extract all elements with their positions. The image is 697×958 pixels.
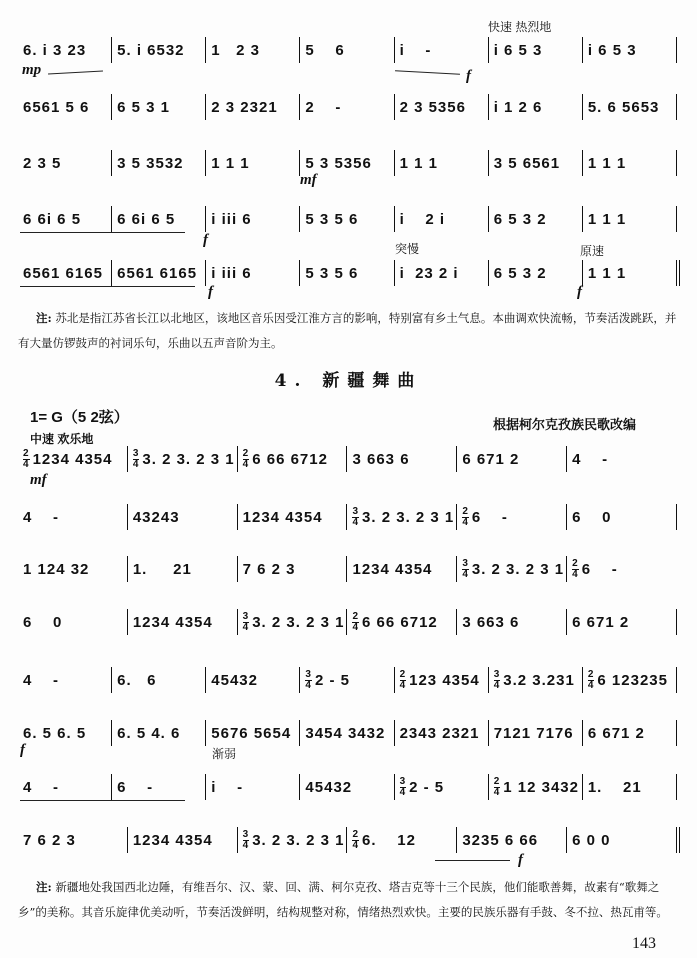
measure [237,609,347,635]
measure [237,504,347,530]
notes: i 6 5 3 [493,41,543,59]
measure [299,260,393,286]
notes: 6 5 3 2 [493,210,547,228]
measure [582,260,676,286]
measure [18,720,111,746]
measure [237,556,347,582]
measure [18,37,111,63]
notes: 1234 4354 [132,831,213,849]
note-label: 注: [36,311,52,325]
notes: 1 1 1 [587,210,627,228]
notes: 7 6 2 3 [23,831,76,849]
measure [394,206,488,232]
notes: 5. 6 5653 [587,98,660,116]
notes: 1234 4354 [32,450,113,468]
tempo-marking: 快速 热烈地 [488,20,552,34]
measure [111,206,205,232]
time-signature-digit: 4 [23,458,30,470]
measure [394,774,488,800]
measure [488,667,582,693]
notes: 45432 [211,671,258,689]
notes: 6 0 [23,613,63,631]
time-signature-digit: 4 [352,621,360,633]
measure [111,774,205,800]
staff-row [18,556,676,582]
measure [582,667,676,693]
notes: 6. 5 6. 5 [23,724,87,742]
measure [566,609,676,635]
measure [582,94,676,120]
notes: 7 6 2 3 [242,560,296,578]
time-signature-digit: 4 [462,516,469,528]
measure [18,94,111,120]
time-signature [243,612,250,633]
notes: 2 - [305,98,342,116]
tempo-marking: 中速 欢乐地 [30,432,94,446]
notes: 1 12 3432 [503,778,579,796]
time-signature [494,670,501,691]
measure [582,206,676,232]
time-signature-digit: 4 [493,786,501,798]
measure [299,720,393,746]
time-signature [400,777,407,798]
crescendo-hairpin [435,860,510,861]
measure [394,150,488,176]
notes: 1 2 3 [211,41,260,59]
measure [394,94,488,120]
dynamic-mark: mf [300,172,317,188]
time-signature [462,507,469,528]
notes: 1 1 1 [399,154,438,172]
notes: 6 0 [572,508,612,526]
measure [566,556,676,582]
measure [18,504,127,530]
time-signature [352,507,359,528]
time-signature [23,449,30,470]
measure [111,94,205,120]
decrescendo-hairpin [395,70,460,74]
time-signature [243,830,250,851]
piece-title: 4. 新疆舞曲 [274,371,423,391]
notes: 5 3 5 6 [305,210,359,228]
notes: 6. 5 4. 6 [117,724,181,742]
staff-row [18,260,680,286]
time-signature-digit: 4 [352,516,360,528]
measure [18,260,111,286]
measure [205,94,299,120]
time-signature-digit: 2 [587,668,595,680]
measure [299,667,393,693]
time-signature [462,559,469,580]
time-signature-digit: 4 [587,679,595,691]
measure [127,504,237,530]
notes: 123 4354 [409,671,480,689]
note-text: 新疆地处我国西北边陲，有维吾尔、汉、蒙、回、满、柯尔克孜、塔吉克等十三个民族，他们能歌善舞，故素有“歌舞之乡”的美称。其音乐旋律优美动听，节奏活泼鲜明，结构规整对称，情绪热烈欢快。主要的民族乐器有手鼓、冬不拉、热瓦甫等。 [18,880,668,919]
time-signature-digit: 4 [305,679,312,691]
time-signature [572,559,579,580]
measure [18,150,111,176]
measure [111,260,205,286]
notes: 3235 6 66 [462,831,539,849]
crescendo-hairpin [20,286,195,287]
notes: 6 66 6712 [362,613,438,631]
measure [111,150,205,176]
staff-row [18,37,677,63]
measure [127,827,237,853]
dynamic-mark: f [466,68,471,84]
measure [582,150,676,176]
notes: 6 0 0 [572,831,611,849]
measure [488,206,582,232]
notes: 3. 2 3. 2 3 1 [362,508,455,526]
notes: 3. 2 3. 2 3 1 [142,450,235,468]
notes: 3454 3432 [305,724,386,742]
notes: 6 671 2 [462,450,520,468]
notes: 45432 [305,778,353,796]
measure [111,720,205,746]
dynamic-mark: f [203,232,208,248]
notes: 5 6 [305,41,345,59]
notes: 6. 12 [362,831,416,849]
measure [566,504,676,530]
measure [488,94,582,120]
time-signature-digit: 3 [242,610,250,622]
notes: 5 3 5356 [305,154,372,172]
measure [394,37,488,63]
staff-row [18,150,677,176]
staff-row [18,609,677,635]
notes: 6 6i 6 5 [23,210,82,228]
time-signature [133,449,140,470]
measure [111,37,205,63]
measure [488,260,582,286]
time-signature-digit: 2 [493,775,501,787]
notes: 2 3 5356 [399,98,466,116]
notes: 6561 6165 [117,264,198,282]
measure [394,720,488,746]
time-signature-digit: 2 [462,505,469,517]
measure [205,37,299,63]
notes: 1234 4354 [132,613,213,631]
measure [237,827,347,853]
measure [456,446,566,472]
notes: 1 1 1 [211,154,250,172]
notes: 6561 5 6 [23,98,90,116]
notes: 6 123235 [597,671,668,689]
measure [205,720,299,746]
time-signature [352,830,359,851]
measure [111,667,205,693]
staff-row [18,94,677,120]
measure [18,827,127,853]
measure [346,446,456,472]
measure [205,774,299,800]
note-label: 注: [36,880,52,894]
notes: 3 5 3532 [117,154,184,172]
notes: 5676 5654 [211,724,292,742]
tempo-marking: 突慢 [395,242,420,256]
notes: 6. i 3 23 [23,41,87,59]
notes: 6 - [581,560,618,578]
measure [237,446,347,472]
time-signature-digit: 2 [242,447,250,459]
measure [488,774,582,800]
measure [18,667,111,693]
time-signature-digit: 4 [352,839,360,851]
tempo-marking: 原速 [580,244,605,258]
time-signature-digit: 4 [242,458,250,470]
measure [582,774,676,800]
notes: 6 - [117,778,154,796]
dynamic-mark: f [208,284,213,300]
time-signature [352,612,359,633]
notes: i - [399,41,432,59]
notes: 6 671 2 [572,613,630,631]
dynamic-mark: mf [30,472,47,488]
notes: 1 124 32 [23,560,90,578]
notes: i iii 6 [211,210,252,228]
time-signature [588,670,595,691]
time-signature-digit: 4 [132,458,140,470]
time-signature-digit: 3 [242,828,250,840]
time-signature [494,777,501,798]
measure [127,556,237,582]
notes: 4 - [23,778,60,796]
time-signature-digit: 4 [242,839,250,851]
decrescendo-hairpin [20,800,185,801]
time-signature-digit: 3 [352,505,360,517]
measure [346,827,456,853]
notes: 5 3 5 6 [305,264,359,282]
staff-row [18,504,677,530]
measure [456,827,566,853]
measure [566,827,676,853]
measure [456,609,566,635]
notes: 1. 21 [132,560,192,578]
measure [299,206,393,232]
dynamic-mark: mp [22,62,42,78]
measure [205,667,299,693]
dynamic-mark: f [20,742,25,758]
notes: 3 663 6 [352,450,410,468]
measure [346,556,456,582]
staff-row [18,206,677,232]
notes: 3. 2 3. 2 3 1 [471,560,565,578]
notes: 2343 2321 [399,724,480,742]
dynamic-mark: f [518,852,523,868]
dynamic-mark: f [577,284,582,300]
staff-row [18,446,676,472]
notes: 4 - [23,508,60,526]
time-signature-digit: 4 [399,679,407,691]
notes: 6. 6 [117,671,157,689]
notes: 6561 6165 [23,264,103,282]
notes: 1. 21 [587,778,642,796]
notes: 3. 2 3. 2 3 1 [252,613,345,631]
time-signature [243,449,250,470]
time-signature-digit: 4 [399,786,407,798]
staff-row [18,720,677,746]
time-signature-digit: 2 [352,610,360,622]
notes: 5. i 6532 [117,41,185,59]
time-signature-digit: 4 [493,679,501,691]
notes: 2 3 2321 [211,98,278,116]
crescendo-hairpin [20,232,185,233]
notes: i 6 5 3 [587,41,637,59]
measure [18,446,127,472]
time-signature-digit: 3 [305,668,312,680]
measure [299,94,393,120]
measure [582,720,676,746]
notes: i iii 6 [211,264,252,282]
notes: i 23 2 i [399,264,459,282]
time-signature-digit: 2 [23,447,30,459]
notes: i - [211,778,244,796]
notes: i 2 i [399,210,446,228]
notes: 43243 [132,508,180,526]
measure [456,504,566,530]
measure [488,150,582,176]
notes: 2 - 5 [314,671,350,689]
measure [18,774,111,800]
measure [566,446,676,472]
staff-row [18,774,677,800]
measure [488,37,582,63]
crescendo-hairpin [48,71,103,75]
notes: i 1 2 6 [493,98,543,116]
notes: 6 671 2 [587,724,645,742]
measure [582,37,676,63]
measure [127,446,237,472]
measure [299,774,393,800]
footnote-2 [18,875,678,925]
time-signature-digit: 4 [462,568,469,580]
notes: 7121 7176 [493,724,574,742]
measure [346,504,456,530]
measure [18,206,111,232]
notes: 2 3 5 [23,154,62,172]
notes: 6 66 6712 [252,450,328,468]
notes: 3. 2 3. 2 3 1 [252,831,345,849]
staff-row [18,667,677,693]
time-signature-digit: 2 [572,557,579,569]
time-signature-digit: 4 [242,621,250,633]
measure [18,556,127,582]
measure [488,720,582,746]
notes: 1 1 1 [587,264,627,282]
time-signature-digit: 2 [352,828,360,840]
time-signature-digit: 4 [572,568,579,580]
notes: 6 6i 6 5 [117,210,176,228]
page-number: 143 [632,935,656,952]
measure [394,667,488,693]
notes: 1234 4354 [352,560,433,578]
note-text: 苏北是指江苏省长江以北地区，该地区音乐因受江淮方言的影响，特别富有乡土气息。本曲调欢快流畅，节奏活泼跳跃，并有大量仿锣鼓声的衬词乐句，乐曲以五声音阶为主。 [18,311,677,350]
notes: 1234 4354 [242,508,323,526]
key-signature: 1= G（5 2弦） [30,409,129,426]
measure [394,260,488,286]
notes: 6 5 3 1 [117,98,171,116]
footnote-1 [18,306,678,356]
notes: 4 - [572,450,609,468]
notes: 3 663 6 [462,613,520,631]
time-signature [400,670,407,691]
time-signature-digit: 3 [399,775,407,787]
time-signature [305,670,312,691]
notes: 2 - 5 [409,778,445,796]
notes: 4 - [23,671,60,689]
time-signature-digit: 3 [493,668,501,680]
measure [205,150,299,176]
time-signature-digit: 2 [399,668,407,680]
notes: 6 5 3 2 [493,264,547,282]
arrangement-credit: 根据柯尔克孜族民歌改编 [493,417,637,432]
notes: 3 5 6561 [493,154,561,172]
notes: 1 1 1 [587,154,627,172]
staff-row [18,827,680,853]
measure [205,206,299,232]
diminuendo-marking: 渐弱 [212,747,237,761]
measure [346,609,456,635]
measure [456,556,566,582]
measure [18,609,127,635]
time-signature-digit: 3 [132,447,140,459]
measure [299,37,393,63]
time-signature-digit: 3 [462,557,469,569]
notes: 6 - [471,508,508,526]
measure [127,609,237,635]
measure [205,260,299,286]
notes: 3.2 3.231 [503,671,575,689]
